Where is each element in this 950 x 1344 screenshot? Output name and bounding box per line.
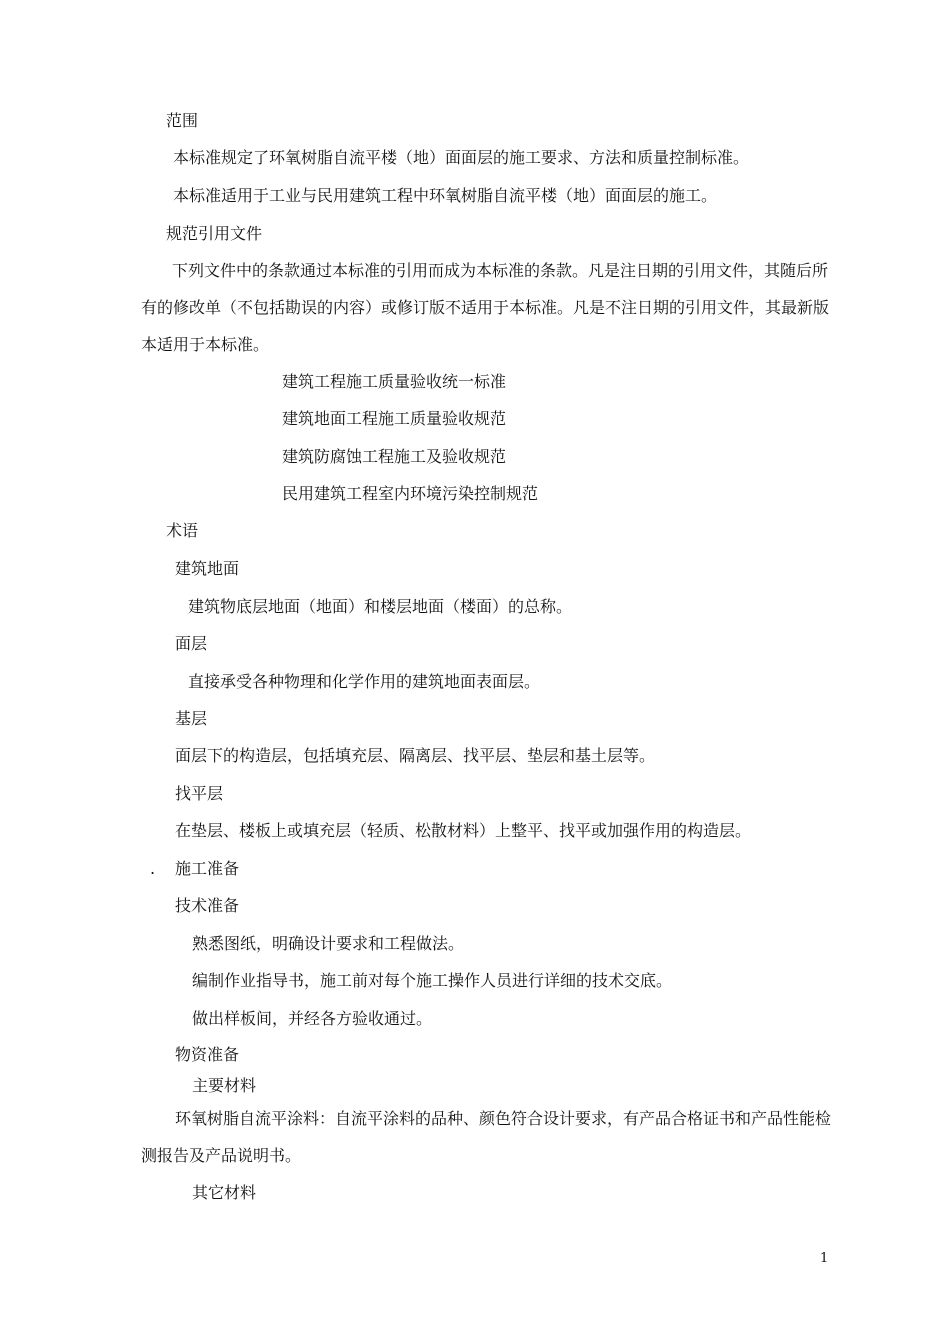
technical-item: 熟悉图纸，明确设计要求和工程做法。 [192, 934, 465, 953]
reference-item: 民用建筑工程室内环境污染控制规范 [282, 484, 539, 503]
subsection-heading-technical: 技术准备 [175, 896, 240, 915]
subsection-heading-main-materials: 主要材料 [192, 1076, 257, 1095]
references-paragraph: 下列文件中的条款通过本标准的引用而成为本标准的条款。凡是注日期的引用文件，其随后所有的修改单（不包括勘误的内容）或修订版不适用于本标准。凡是不注日期的引用文件，其最新版本适用于本标准。 [141, 261, 830, 354]
list-bullet: . [150, 859, 156, 878]
reference-item: 建筑工程施工质量验收统一标准 [282, 372, 507, 391]
reference-item: 建筑地面工程施工质量验收规范 [282, 409, 507, 428]
section-heading-terms: 术语 [166, 521, 199, 540]
technical-item: 做出样板间，并经各方验收通过。 [192, 1009, 433, 1028]
main-materials-paragraph: 环氧树脂自流平涂料：自流平涂料的品种、颜色符合设计要求，有产品合格证书和产品性能检测报告及产品说明书。 [141, 1109, 832, 1165]
section-heading-scope: 范围 [166, 111, 199, 130]
page-number: 1 [820, 1251, 829, 1266]
term-definition: 面层下的构造层，包括填充层、隔离层、找平层、垫层和基土层等。 [175, 746, 656, 765]
term-title: 建筑地面 [175, 559, 240, 578]
scope-paragraph-2: 本标准适用于工业与民用建筑工程中环氧树脂自流平楼（地）面面层的施工。 [173, 186, 718, 205]
subsection-heading-materials: 物资准备 [175, 1045, 240, 1064]
reference-item: 建筑防腐蚀工程施工及验收规范 [282, 447, 507, 466]
technical-item: 编制作业指导书，施工前对每个施工操作人员进行详细的技术交底。 [192, 971, 673, 990]
section-heading-preparation: 施工准备 [175, 859, 240, 878]
section-heading-references: 规范引用文件 [166, 224, 263, 243]
term-title: 基层 [175, 709, 208, 728]
scope-paragraph-1: 本标准规定了环氧树脂自流平楼（地）面面层的施工要求、方法和质量控制标准。 [173, 148, 750, 167]
term-definition: 建筑物底层地面（地面）和楼层地面（楼面）的总称。 [188, 597, 573, 616]
subsection-heading-other-materials: 其它材料 [192, 1183, 257, 1202]
term-definition: 直接承受各种物理和化学作用的建筑地面表面层。 [188, 672, 541, 691]
term-definition: 在垫层、楼板上或填充层（轻质、松散材料）上整平、找平或加强作用的构造层。 [175, 821, 752, 840]
term-title: 找平层 [175, 784, 224, 803]
term-title: 面层 [175, 634, 208, 653]
